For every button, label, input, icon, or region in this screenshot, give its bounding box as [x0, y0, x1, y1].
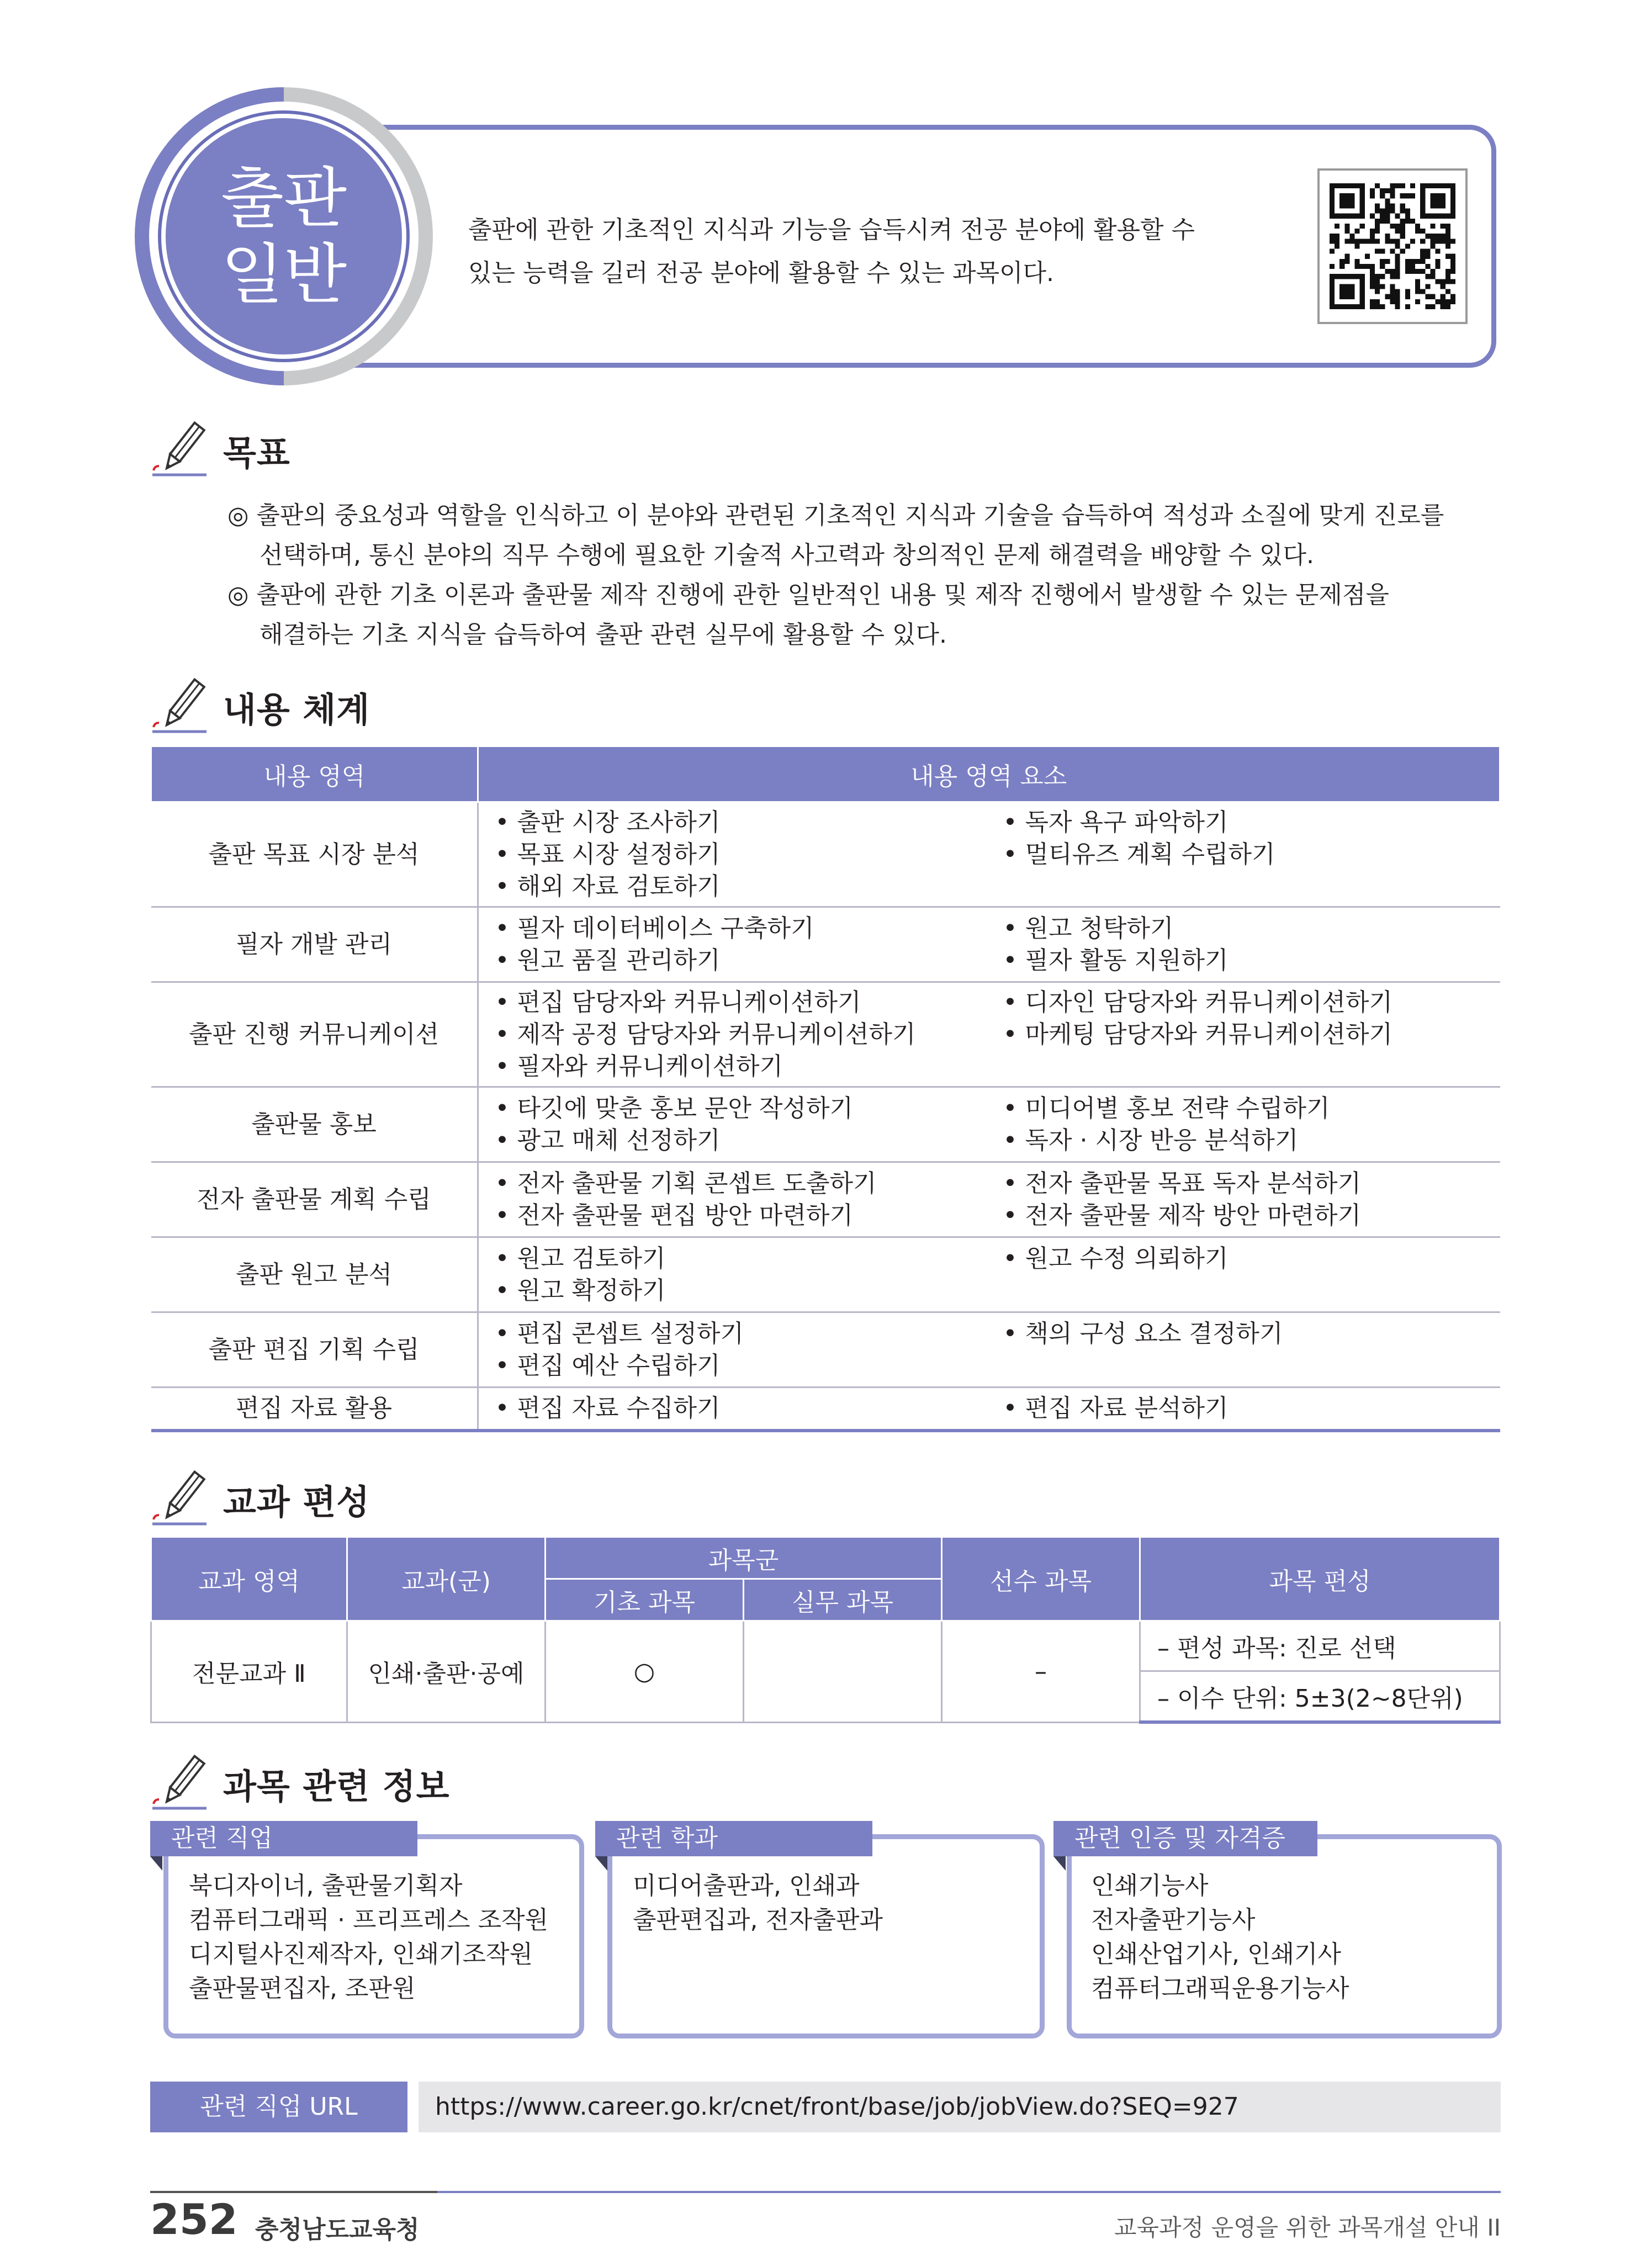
publisher: 충청남도교육청: [255, 2216, 420, 2244]
table-row: [151, 1237, 1500, 1312]
list-item: • 필자와 커뮤니케이션하기: [495, 1051, 1003, 1083]
cell-subject: 인쇄·출판·공예: [347, 1621, 546, 1723]
list-item: 전자출판기능사: [1091, 1906, 1256, 1934]
list-item: • 광고 매체 선정하기: [495, 1125, 1003, 1157]
book-title: 교육과정 운영을 위한 과목개설 안내 II: [1114, 2214, 1501, 2241]
list-item: • 원고 검토하기: [495, 1243, 1003, 1275]
list-item: • 출판 시장 조사하기: [495, 807, 1003, 839]
section-title: 내용 체계: [223, 689, 370, 730]
pencil-icon: [149, 676, 211, 737]
cell-elements: [478, 802, 1500, 907]
list-item: • 미디어별 홍보 전략 수립하기: [1003, 1093, 1500, 1125]
departments-list: [633, 1869, 883, 1937]
section-title: 목표: [223, 432, 290, 473]
table-row: [151, 802, 1500, 907]
cell-area: 전자 출판물 계획 수립: [151, 1162, 478, 1237]
cell-elements: [478, 1087, 1500, 1162]
list-item: • 편집 자료 분석하기: [1003, 1392, 1500, 1425]
cell-prereq: –: [942, 1621, 1140, 1723]
badge-line2: 일반: [221, 236, 347, 313]
cell-area: 출판 원고 분석: [151, 1237, 478, 1312]
list-item: • 편집 자료 수집하기: [495, 1392, 1003, 1425]
tab-fold: [1053, 1856, 1066, 1871]
table-header-row: [151, 1537, 1500, 1579]
table-row: [151, 982, 1500, 1087]
cell-elements: [478, 1237, 1500, 1312]
header-area: 교과 영역: [151, 1537, 347, 1621]
list-item: • 필자 데이터베이스 구축하기: [495, 913, 1003, 945]
list-item: • 제작 공정 담당자와 커뮤니케이션하기: [495, 1019, 1003, 1051]
list-item: • 독자 욕구 파악하기: [1003, 807, 1500, 839]
list-item: • 편집 콘셉트 설정하기: [495, 1318, 1003, 1350]
badge-line1: 출판: [221, 160, 347, 236]
cell-elements: [478, 1388, 1500, 1431]
list-item: • 타깃에 맞춘 홍보 문안 작성하기: [495, 1093, 1003, 1125]
intro-line1: 출판에 관한 기초적인 지식과 기능을 습득시켜 전공 분야에 활용할 수: [468, 216, 1195, 244]
list-item: 인쇄기능사: [1091, 1872, 1209, 1900]
intro-text: [468, 209, 1280, 295]
cell-area: 편집 자료 활용: [151, 1388, 478, 1431]
section-title: 교과 편성: [223, 1481, 370, 1522]
table-row: [151, 1388, 1500, 1431]
header-elements: 내용 영역 요소: [478, 746, 1500, 802]
jobs-list: [189, 1869, 548, 2006]
list-item: • 원고 품질 관리하기: [495, 945, 1003, 977]
list-item: • 편집 예산 수립하기: [495, 1350, 1003, 1382]
list-item: 컴퓨터그래픽 · 프리프레스 조작원: [189, 1906, 548, 1934]
list-item: • 해외 자료 검토하기: [495, 871, 1003, 903]
tab-fold: [595, 1856, 607, 1871]
list-item: • 편집 담당자와 커뮤니케이션하기: [495, 987, 1003, 1019]
table-row: [151, 1162, 1500, 1237]
list-item: • 전자 출판물 기획 콘셉트 도출하기: [495, 1168, 1003, 1200]
list-item: 디지털사진제작자, 인쇄기조작원: [189, 1940, 533, 1968]
list-item: 미디어출판과, 인쇄과: [633, 1872, 860, 1900]
goal-1-line2: 선택하며, 통신 분야의 직무 수행에 필요한 기술적 사고력과 창의적인 문제 해결력을 배양할 수 있다.: [260, 541, 1314, 569]
goal-list: [227, 496, 1497, 655]
goal-2-line2: 해결하는 기초 지식을 습득하여 출판 관련 실무에 활용할 수 있다.: [260, 621, 947, 649]
qr-code-icon[interactable]: [1317, 168, 1468, 324]
cell-area: 출판 편집 기획 수립: [151, 1312, 478, 1388]
tab-fold: [150, 1856, 162, 1871]
list-item: • 멀티유즈 계획 수립하기: [1003, 839, 1500, 871]
list-item: • 마케팅 담당자와 커뮤니케이션하기: [1003, 1019, 1500, 1051]
departments-tab: 관련 학과: [595, 1821, 872, 1856]
table-row: [151, 907, 1500, 982]
cell-formation-2: – 이수 단위: 5±3(2~8단위): [1140, 1671, 1500, 1723]
list-item: • 목표 시장 설정하기: [495, 839, 1003, 871]
cell-elements: [478, 1162, 1500, 1237]
page-number: 252: [150, 2195, 238, 2244]
list-item: • 원고 확정하기: [495, 1275, 1003, 1307]
section-content: [149, 676, 370, 737]
list-item: 출판편집과, 전자출판과: [633, 1906, 883, 1934]
header-formation: 과목 편성: [1140, 1537, 1500, 1621]
list-item: 북디자이너, 출판물기획자: [189, 1872, 463, 1900]
cell-area: 필자 개발 관리: [151, 907, 478, 982]
cell-elements: [478, 982, 1500, 1087]
section-goal: [149, 420, 290, 480]
header-basic: 기초 과목: [546, 1579, 744, 1621]
section-title: 과목 관련 정보: [223, 1766, 450, 1807]
content-table: [150, 745, 1501, 1432]
cell-area: 출판물 홍보: [151, 1087, 478, 1162]
cell-elements: [478, 1312, 1500, 1388]
pencil-icon: [149, 420, 211, 480]
cell-area: 출판 진행 커뮤니케이션: [151, 982, 478, 1087]
list-item: • 원고 청탁하기: [1003, 913, 1500, 945]
certifications-tab: 관련 인증 및 자격증: [1053, 1821, 1317, 1856]
list-item: 인쇄산업기사, 인쇄기사: [1091, 1940, 1342, 1968]
header-practical: 실무 과목: [744, 1579, 942, 1621]
list-item: • 책의 구성 요소 결정하기: [1003, 1318, 1500, 1350]
cell-area: 전문교과 Ⅱ: [151, 1621, 347, 1723]
cell-area: 출판 목표 시장 분석: [151, 802, 478, 907]
header-group: 과목군: [546, 1537, 942, 1579]
job-url-link[interactable]: https://www.career.go.kr/cnet/front/base/job/jobView.do?SEQ=927: [419, 2082, 1501, 2132]
list-item: 출판물편집자, 조판원: [189, 1974, 416, 2003]
list-item: • 전자 출판물 편집 방안 마련하기: [495, 1200, 1003, 1232]
goal-2-line1: ◎ 출판에 관한 기초 이론과 출판물 제작 진행에 관한 일반적인 내용 및 제작 진행에서 발생할 수 있는 문제점을: [227, 581, 1389, 609]
header-area: 내용 영역: [151, 746, 478, 802]
goal-1-line1: ◎ 출판의 중요성과 역할을 인식하고 이 분야와 관련된 기초적인 지식과 기술을 습득하여 적성과 소질에 맞게 진로를: [227, 501, 1444, 529]
cell-formation-1: – 편성 과목: 진로 선택: [1140, 1621, 1500, 1671]
header-subject: 교과(군): [347, 1537, 546, 1621]
table-row: [151, 1312, 1500, 1388]
list-item: • 독자 · 시장 반응 분석하기: [1003, 1125, 1500, 1157]
table-row: [151, 1621, 1500, 1671]
section-related: [149, 1753, 450, 1814]
cell-basic: ○: [546, 1621, 744, 1723]
list-item: • 전자 출판물 제작 방안 마련하기: [1003, 1200, 1500, 1232]
certifications-list: [1091, 1869, 1349, 2006]
list-item: • 필자 활동 지원하기: [1003, 945, 1500, 977]
list-item: 컴퓨터그래픽운용기능사: [1091, 1974, 1349, 2003]
table-header-row: [151, 746, 1500, 802]
cell-practical: [744, 1621, 942, 1723]
table-row: [151, 1087, 1500, 1162]
pencil-icon: [149, 1469, 211, 1529]
list-item: • 디자인 담당자와 커뮤니케이션하기: [1003, 987, 1500, 1019]
section-curriculum: [149, 1469, 370, 1529]
curriculum-table: [150, 1536, 1501, 1724]
footer-divider-accent: [150, 2191, 437, 2193]
list-item: • 원고 수정 의뢰하기: [1003, 1243, 1500, 1275]
header-prereq: 선수 과목: [942, 1537, 1140, 1621]
intro-line2: 있는 능력을 길러 전공 분야에 활용할 수 있는 과목이다.: [468, 259, 1054, 287]
pencil-icon: [149, 1753, 211, 1814]
jobs-tab: 관련 직업: [150, 1821, 417, 1856]
list-item: • 전자 출판물 목표 독자 분석하기: [1003, 1168, 1500, 1200]
subject-badge: [161, 114, 406, 359]
url-label: 관련 직업 URL: [150, 2082, 407, 2132]
cell-elements: [478, 907, 1500, 982]
